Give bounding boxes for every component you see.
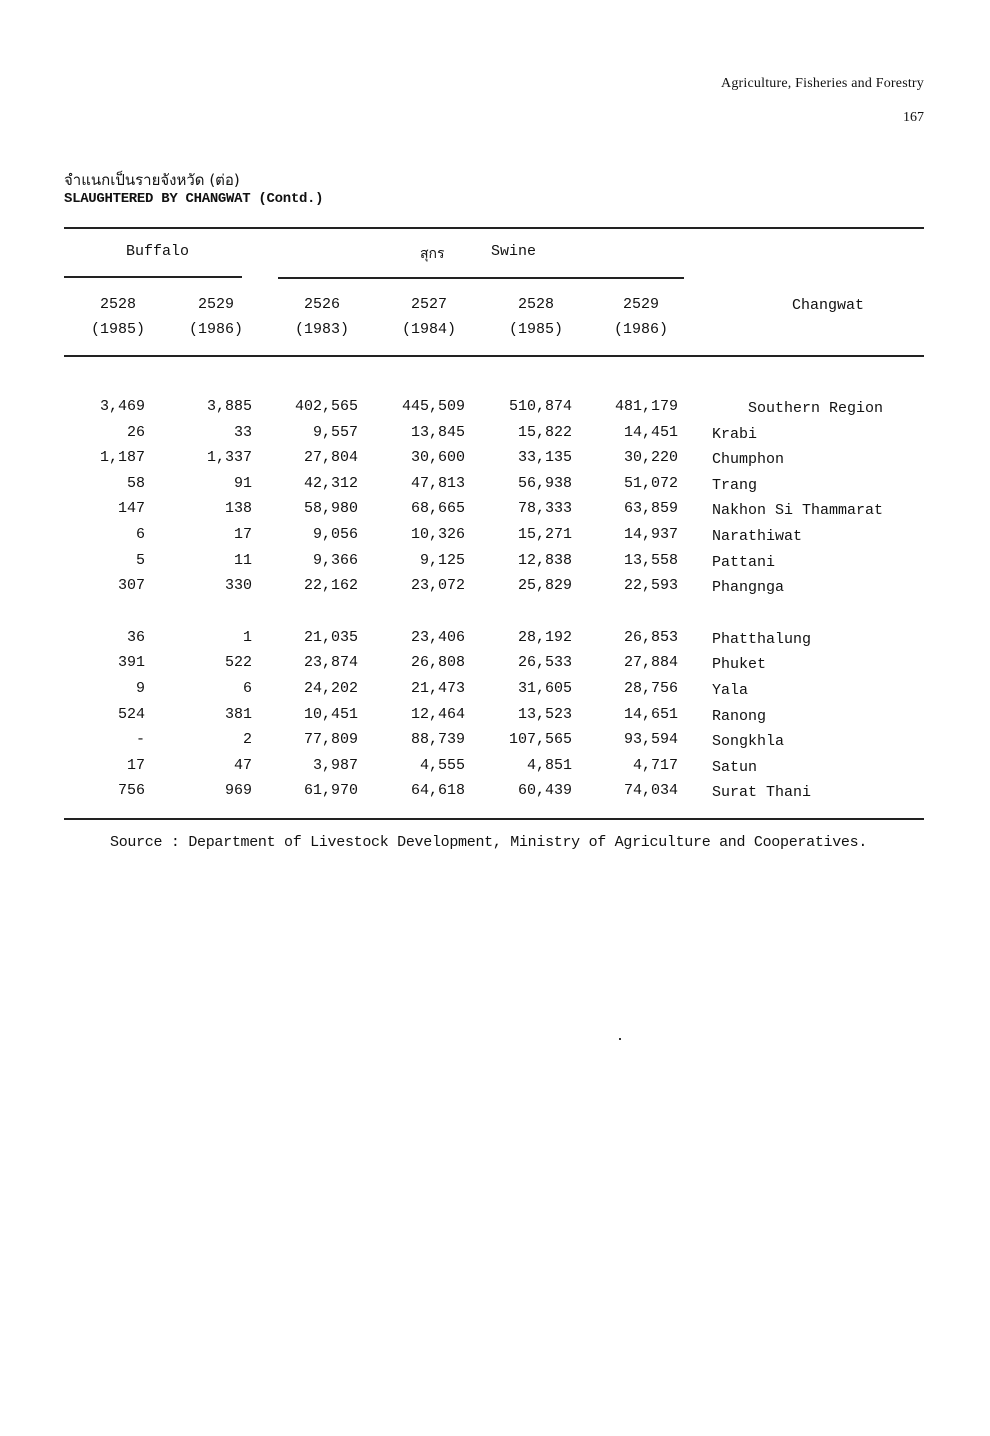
table-cell: 56,938 bbox=[517, 474, 572, 492]
swine-thai-header: สุกร bbox=[420, 246, 445, 262]
table-cell: 9,366 bbox=[312, 551, 358, 569]
table-cell: 10,451 bbox=[303, 705, 358, 723]
buffalo-span-rule bbox=[64, 276, 242, 278]
table-cell: 2 bbox=[242, 731, 252, 749]
year-header: 2526 (1983) bbox=[294, 296, 349, 338]
table-cell: 22,162 bbox=[303, 577, 358, 595]
table-cell: 61,970 bbox=[303, 782, 358, 800]
table-bottom-rule bbox=[64, 818, 924, 820]
table-cell: 33 bbox=[233, 423, 252, 441]
table-cell: 42,312 bbox=[303, 474, 358, 492]
table-cell: 91 bbox=[233, 474, 252, 492]
table-cell: 23,406 bbox=[410, 628, 465, 646]
changwat-name: Chumphon bbox=[712, 451, 785, 469]
changwat-name: Satun bbox=[712, 758, 758, 776]
table-cell: 481,179 bbox=[614, 398, 678, 415]
changwat-name: Yala bbox=[712, 682, 749, 699]
table-cell: 15,822 bbox=[517, 423, 572, 441]
table-cell: 23,072 bbox=[410, 577, 465, 595]
table-cell: 4,851 bbox=[526, 756, 572, 774]
table-cell: 756 bbox=[117, 782, 145, 800]
table-cell: 78,333 bbox=[517, 500, 572, 518]
table-cell: 10,326 bbox=[410, 526, 465, 543]
changwat-name: Ranong bbox=[712, 707, 767, 725]
table-cell: 27,804 bbox=[303, 449, 358, 467]
table-cell: 23,874 bbox=[303, 654, 358, 672]
table-title-thai: จำแนกเป็นรายจังหวัด (ต่อ) bbox=[64, 171, 240, 189]
table-cell: 107,565 bbox=[508, 731, 572, 749]
year-header: 2529 (1986) bbox=[188, 296, 243, 338]
table-cell: 21,473 bbox=[410, 680, 465, 697]
table-cell: 17 bbox=[126, 756, 145, 774]
table-cell: 13,845 bbox=[410, 423, 465, 441]
buffalo-header: Buffalo bbox=[126, 243, 190, 260]
table-cell: 88,739 bbox=[410, 731, 465, 749]
year-header: 2527 (1984) bbox=[401, 296, 456, 338]
table-title: SLAUGHTERED BY CHANGWAT (Contd.) bbox=[64, 191, 324, 207]
table-cell: 27,884 bbox=[623, 654, 678, 672]
table-cell: 60,439 bbox=[517, 782, 572, 800]
table-cell: 6 bbox=[242, 680, 252, 697]
changwat-name: Nakhon Si Thammarat bbox=[712, 502, 884, 520]
source-note: Source : Department of Livestock Development, Ministry of Agriculture and Cooperatives. bbox=[110, 834, 868, 851]
changwat-name: Phatthalung bbox=[712, 630, 812, 648]
table-cell: 17 bbox=[233, 526, 252, 543]
table-cell: 64,618 bbox=[410, 782, 465, 800]
table-cell: 63,859 bbox=[623, 500, 678, 518]
table-cell: 3,987 bbox=[312, 756, 358, 774]
swine-span-rule bbox=[278, 277, 684, 279]
changwat-name: Phangnga bbox=[712, 579, 785, 597]
table-cell: 26,853 bbox=[623, 628, 678, 646]
table-cell: 14,651 bbox=[623, 705, 678, 723]
table-cell: 31,605 bbox=[517, 680, 572, 697]
changwat-name: Songkhla bbox=[712, 733, 785, 751]
table-cell: 24,202 bbox=[303, 680, 358, 697]
table-cell: 6 bbox=[135, 526, 145, 543]
table-cell: 147 bbox=[117, 500, 145, 518]
table-cell: 510,874 bbox=[508, 398, 572, 415]
region-total-label: Southern Region bbox=[748, 400, 884, 417]
table-cell: 1,187 bbox=[99, 449, 145, 467]
table-cell: 4,555 bbox=[419, 756, 465, 774]
table-cell: 74,034 bbox=[623, 782, 678, 800]
running-head: Agriculture, Fisheries and Forestry bbox=[721, 76, 924, 91]
table-cell: 30,600 bbox=[410, 449, 465, 467]
year-header: 2529 (1986) bbox=[613, 296, 668, 338]
table-cell: 47 bbox=[233, 756, 252, 774]
table-cell: 381 bbox=[224, 705, 252, 723]
changwat-name: Pattani bbox=[712, 553, 776, 571]
changwat-name: Phuket bbox=[712, 656, 767, 674]
table-cell: 330 bbox=[224, 577, 252, 595]
table-cell: 391 bbox=[117, 654, 145, 672]
table-cell: 445,509 bbox=[401, 398, 465, 415]
header-bottom-rule bbox=[64, 355, 924, 357]
table-cell: 51,072 bbox=[623, 474, 678, 492]
table-cell: 3,885 bbox=[206, 398, 252, 415]
table-cell: 9,557 bbox=[312, 423, 358, 441]
table-cell: 21,035 bbox=[303, 628, 358, 646]
table-cell: 138 bbox=[224, 500, 252, 518]
table-cell: 13,523 bbox=[517, 705, 572, 723]
table-cell: 1,337 bbox=[206, 449, 252, 467]
table-cell: 9 bbox=[135, 680, 145, 697]
table-cell: 12,838 bbox=[517, 551, 572, 569]
table-cell: 5 bbox=[135, 551, 145, 569]
table-cell: 26 bbox=[126, 423, 145, 441]
stray-dot bbox=[619, 1038, 621, 1040]
table-cell: 402,565 bbox=[294, 398, 358, 415]
table-cell: 47,813 bbox=[410, 474, 465, 492]
table-cell: 524 bbox=[117, 705, 145, 723]
changwat-name: Surat Thani bbox=[712, 784, 812, 802]
table-cell: 26,808 bbox=[410, 654, 465, 672]
table-cell: - bbox=[135, 731, 145, 749]
changwat-name: Krabi bbox=[712, 425, 758, 443]
table-cell: 14,937 bbox=[623, 526, 678, 543]
table-cell: 522 bbox=[224, 654, 252, 672]
table-cell: 93,594 bbox=[623, 731, 678, 749]
page-number: 167 bbox=[903, 110, 924, 125]
changwat-name: Narathiwat bbox=[712, 528, 803, 545]
table-cell: 307 bbox=[117, 577, 145, 595]
table-cell: 969 bbox=[224, 782, 252, 800]
table-cell: 58 bbox=[126, 474, 145, 492]
table-cell: 33,135 bbox=[517, 449, 572, 467]
table-cell: 36 bbox=[126, 628, 145, 646]
table-cell: 25,829 bbox=[517, 577, 572, 595]
table-cell: 13,558 bbox=[623, 551, 678, 569]
table-cell: 12,464 bbox=[410, 705, 465, 723]
year-header: 2528 (1985) bbox=[508, 296, 563, 338]
table-cell: 28,192 bbox=[517, 628, 572, 646]
changwat-name: Trang bbox=[712, 476, 758, 494]
table-cell: 15,271 bbox=[517, 526, 572, 543]
table-cell: 9,056 bbox=[312, 526, 358, 543]
top-rule bbox=[64, 227, 924, 229]
table-cell: 68,665 bbox=[410, 500, 465, 518]
table-cell: 14,451 bbox=[623, 423, 678, 441]
swine-header: Swine bbox=[491, 243, 537, 260]
table-cell: 28,756 bbox=[623, 680, 678, 697]
table-cell: 77,809 bbox=[303, 731, 358, 749]
table-cell: 4,717 bbox=[632, 756, 678, 774]
table-cell: 26,533 bbox=[517, 654, 572, 672]
table-cell: 1 bbox=[242, 628, 252, 646]
table-cell: 11 bbox=[233, 551, 252, 569]
table-cell: 3,469 bbox=[99, 398, 145, 415]
table-cell: 22,593 bbox=[623, 577, 678, 595]
table-cell: 9,125 bbox=[419, 551, 465, 569]
changwat-header: Changwat bbox=[792, 297, 865, 314]
table-cell: 58,980 bbox=[303, 500, 358, 518]
table-cell: 30,220 bbox=[623, 449, 678, 467]
year-header: 2528 (1985) bbox=[90, 296, 145, 338]
